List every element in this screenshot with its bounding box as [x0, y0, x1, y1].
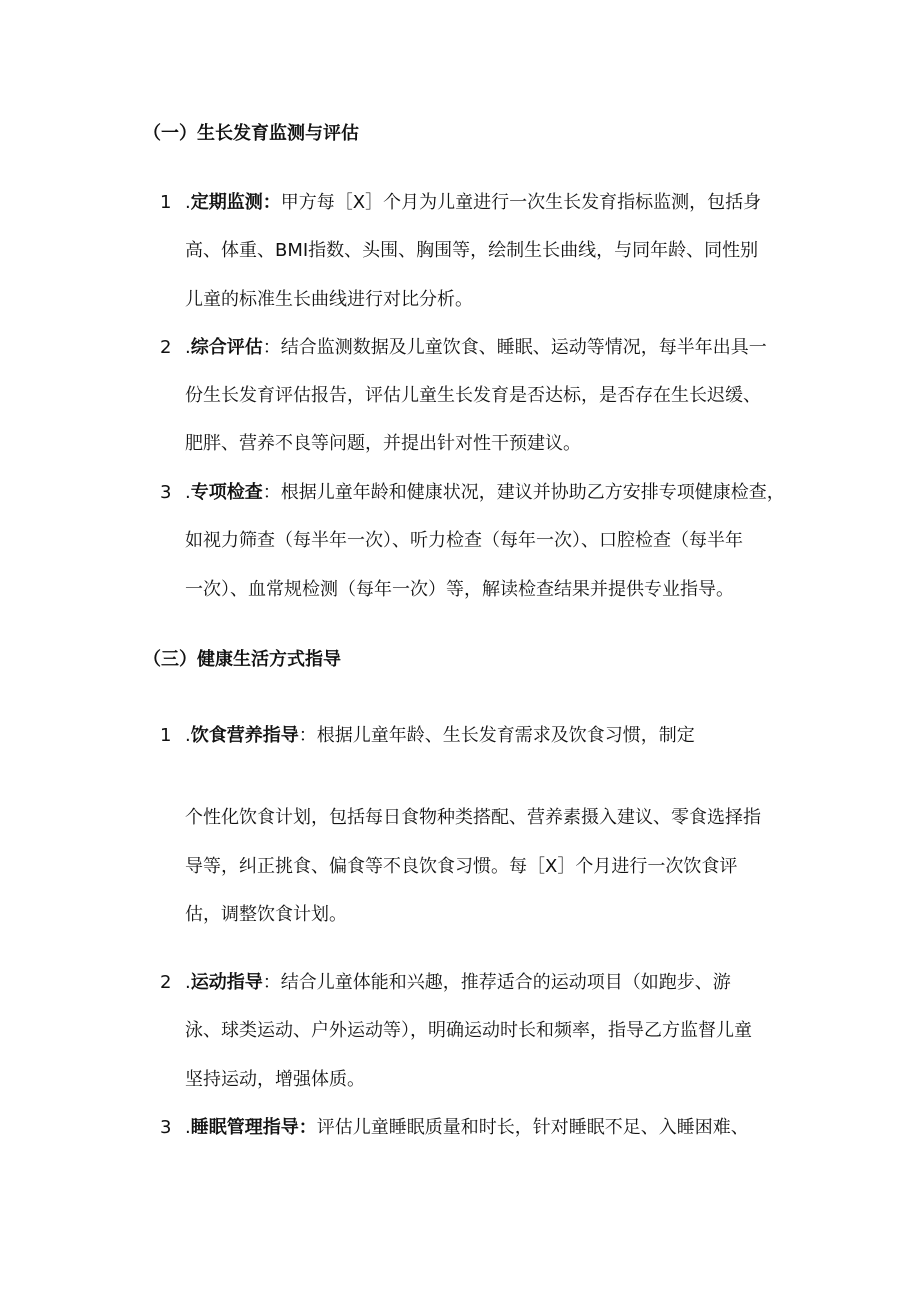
item-text: 评估儿童睡眠质量和时长，针对睡眠不足、入睡困难、	[316, 1117, 749, 1138]
item-number: 1	[160, 192, 172, 213]
item-text: 甲方每［X］个月为儿童进行一次生长发育指标监测，包括身	[280, 192, 762, 213]
item-line	[185, 971, 731, 995]
item-label: . 定期监测：	[185, 192, 281, 213]
item-line: 泳、球类运动、户外运动等），明确运动时长和频率，指导乙方监督儿童	[185, 1020, 752, 1041]
item-line: 肥胖、营养不良等问题，并提出针对性干预建议。	[185, 433, 581, 454]
item-text: ：结合儿童体能和兴趣，推荐适合的运动项目（如跑步、游	[262, 972, 731, 993]
item-label: . 饮食营养指导	[185, 725, 299, 746]
item-text: ：根据儿童年龄和健康状况，建议并协助乙方安排专项健康检查，	[262, 482, 785, 503]
item-label: . 综合评估	[185, 337, 263, 358]
section-heading-lifestyle: （三）健康生活方式指导	[143, 649, 341, 670]
item-text: ：根据儿童年龄、生长发育需求及饮食习惯，制定	[298, 725, 695, 746]
item-line: 估，调整饮食计划。	[185, 904, 347, 925]
item-number: 3	[160, 1117, 172, 1138]
item-number: 1	[160, 725, 172, 746]
item-label: . 专项检查	[185, 482, 263, 503]
item-line: 个性化饮食计划，包括每日食物种类搭配、营养素摄入建议、零食选择指	[185, 807, 761, 828]
item-line: 份生长发育评估报告，评估儿童生长发育是否达标，是否存在生长迟缓、	[185, 385, 761, 406]
item-line	[185, 336, 767, 360]
item-line: 导等，纠正挑食、偏食等不良饮食习惯。每［X］个月进行一次饮食评	[185, 856, 738, 877]
item-line: 一次）、血常规检测（每年一次）等，解读检查结果并提供专业指导。	[185, 579, 734, 600]
item-number: 3	[160, 482, 172, 503]
item-line	[185, 724, 695, 748]
section-heading-growth: （一）生长发育监测与评估	[143, 123, 359, 144]
item-line	[185, 191, 761, 215]
item-number: 2	[160, 972, 172, 993]
item-label: . 睡眠管理指导：	[185, 1117, 317, 1138]
item-line: 儿童的标准生长曲线进行对比分析。	[185, 289, 473, 310]
item-line: 坚持运动，增强体质。	[185, 1069, 365, 1090]
item-line	[185, 1116, 749, 1140]
item-line: 如视力筛查（每半年一次）、听力检查（每年一次）、口腔检查（每半年	[185, 530, 743, 551]
item-number: 2	[160, 337, 172, 358]
item-line: 高、体重、BMI指数、头围、胸围等，绘制生长曲线，与同年龄、同性别	[185, 240, 759, 261]
item-text: ：结合监测数据及儿童饮食、睡眠、运动等情况，每半年出具一	[262, 337, 767, 358]
item-label: . 运动指导	[185, 972, 263, 993]
item-line	[185, 481, 785, 505]
